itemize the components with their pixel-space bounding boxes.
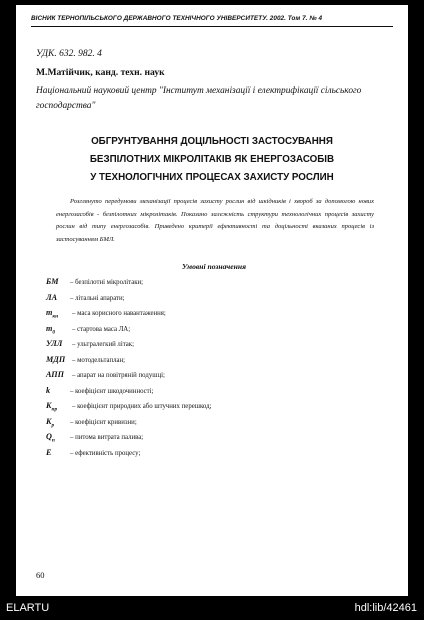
header-rule [31,26,393,27]
notation-symbol [46,432,70,444]
notation-symbol-subscript: пр [51,406,58,413]
notation-symbol-subscript: кн [52,313,59,320]
notation-symbol-base: Q [46,432,52,441]
abstract: Розглянуто передумови механізації процесів захисту рослин від шкідників і хвороб за допомогою нових енергозасобів - безпілотних мікролітаків. Показано залежність структури технологічних процесів захисту рослин від типу енергозасобів. Приведено критерії ефективності та доцільності вказаних процесів із застосуванням БМЛ. [56,198,374,243]
title-line: У ТЕХНОЛОГІЧНИХ ПРОЦЕСАХ ЗАХИСТУ РОСЛИН [90,172,334,183]
title-line: ОБГРУНТУВАННЯ ДОЦІЛЬНОСТІ ЗАСТОСУВАННЯ [91,136,333,147]
notation-symbol-subscript: р [51,422,55,429]
notation-symbol-subscript: п [51,437,55,444]
notation-definition: – безпілотні мікролітаки; [70,279,144,286]
udc-code: УДК. 632. 982. 4 [36,49,102,59]
notation-symbol-base: k [46,385,51,395]
notation-symbol-base: УЛЛ [46,339,63,348]
notation-symbol [46,339,72,348]
notation-symbol [46,417,70,429]
title-line: БЕЗПІЛОТНИХ МІКРОЛІТАКІВ ЯК ЕНЕРГОЗАСОБІВ [89,154,335,165]
footer-handle: hdl:lib/42461 [354,602,417,614]
notation-item [46,386,376,402]
footer-source-label: ELARTU [6,602,50,614]
notation-item [46,277,376,293]
notation-item [46,370,376,386]
notation-item [46,401,376,417]
journal-header: ВІСНИК ТЕРНОПІЛЬСЬКОГО ДЕРЖАВНОГО ТЕХНІЧНОГО УНІВЕРСИТЕТУ. 2002. Том 7. № 4 [31,15,323,22]
notation-symbol [46,293,70,302]
notation-definition: – питома витрата палива; [70,434,144,441]
notation-definition: – літальні апарати; [70,294,125,302]
notation-symbol [46,355,72,364]
notation-item [46,308,376,324]
notation-symbol [46,448,70,457]
notation-item [46,417,376,433]
notation-symbol-base: E [46,447,52,457]
notation-definition: – стартова маса ЛА; [72,325,131,333]
notation-symbol-base: m [46,308,53,317]
notation-symbol-base: K [46,416,52,426]
notation-heading: Умовні позначення [181,262,247,271]
author-line: М.Матійчик, канд. техн. наук [36,67,165,78]
notation-symbol [46,308,72,320]
notation-symbol [46,386,70,395]
notation-item [46,339,376,355]
page-number: 60 [36,570,45,580]
notation-item [46,293,376,309]
notation-symbol-subscript: 0 [52,329,56,336]
notation-symbol-base: БМ [46,277,59,286]
notation-item [46,324,376,340]
document-page [16,5,408,596]
notation-list [46,277,376,463]
notation-definition: – коефіцієнт шкодочинності; [70,387,154,395]
notation-symbol [46,401,72,413]
notation-definition: – мотодельтаплан; [72,356,126,364]
notation-symbol-base: m [46,323,53,333]
notation-item [46,448,376,464]
notation-symbol [46,324,72,336]
notation-symbol-base: АПП [46,370,64,379]
notation-item [46,432,376,448]
notation-definition: – апарат на повітряній подушці; [72,372,165,379]
notation-definition: – коефіцієнт кривизни; [70,418,137,426]
notation-definition: – ефективність процесу; [70,449,141,457]
notation-symbol-base: K [46,401,52,410]
notation-item [46,355,376,371]
notation-definition: – маса корисного навантаження; [72,310,166,317]
notation-definition: – коефіцієнт природних або штучних перешкод; [72,403,212,410]
notation-definition: – ультралегкий літак; [72,341,134,348]
affiliation: Національний науковий центр "Інститут механізації і електрифікації сільського господарства" [36,86,362,111]
notation-symbol-base: ЛА [46,292,58,302]
notation-symbol [46,277,70,286]
notation-symbol [46,370,72,379]
paper-title [44,133,380,187]
notation-symbol-base: МДП [46,354,66,364]
